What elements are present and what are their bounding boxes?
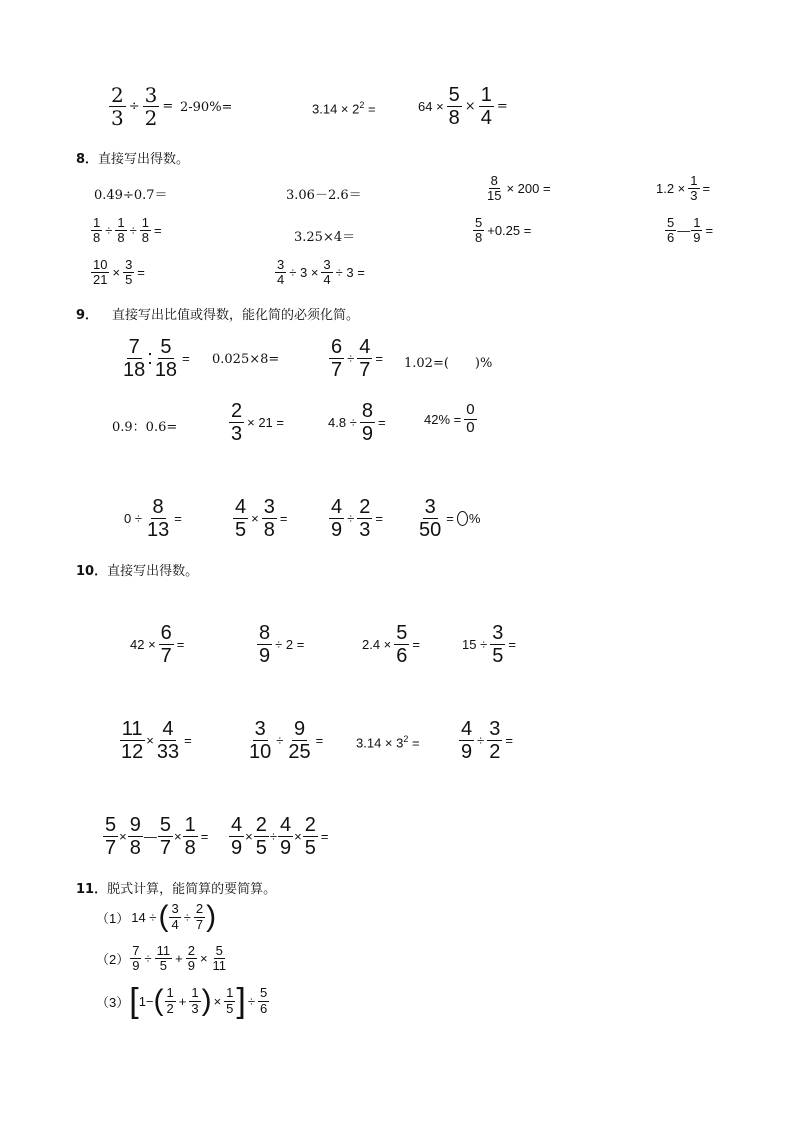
q8-r2-c2: 3.25×4＝: [294, 230, 356, 245]
fraction: $\frac{9}{25}$: [288, 718, 311, 763]
fraction: $\frac{3}{5}$: [125, 257, 133, 288]
q9-r3-c3: $\frac{4}{9}$ ÷ $\frac{2}{3}$ =: [331, 496, 383, 541]
fraction: $\frac{2}{9}$: [187, 943, 195, 974]
fraction: $\frac{3}{5}$: [492, 622, 504, 667]
fraction: $\frac{5}{7}$: [105, 814, 117, 859]
fraction: $\frac{4}{9}$: [461, 718, 473, 763]
q10-r3-c1: $\frac{5}{7}$ × $\frac{9}{8}$ — $\frac{5}{7}$ × $\frac{1}{8}$ =: [105, 814, 209, 859]
fraction: $\frac{2}{7}$: [195, 901, 204, 932]
q9-heading: 9． 直接写出比值或得数，能化简的必须化简。: [76, 308, 360, 323]
fraction: $\frac{3}{2}$: [144, 83, 158, 130]
q9-r2-c4: 42% = $\frac{0}{0}$: [424, 401, 475, 436]
q8-r1-c1: 0.49÷0.7＝: [94, 188, 168, 203]
problem-label: （1）: [96, 910, 130, 926]
q9-r2-c2: $\frac{2}{3}$ × 21 =: [231, 400, 284, 445]
fraction: $\frac{11}{12}$: [121, 718, 144, 763]
q11-problem-3: （3） [ 1− ( $\frac{1}{2}$ + $\frac{1}{3}$ ) × $\frac{1}{5}$ ] ÷ $\frac{5}{6}$: [96, 982, 268, 1020]
fraction: $\frac{1}{8}$: [141, 215, 149, 246]
q9-r3-c2: $\frac{4}{5}$ × $\frac{3}{8}$ =: [235, 496, 288, 541]
fraction: $\frac{1}{4}$: [480, 84, 492, 129]
q10-r1-c2: $\frac{8}{9}$ ÷ 2 =: [259, 622, 305, 667]
q8-r3-c1: $\frac{10}{21}$ × $\frac{3}{5}$ =: [93, 257, 145, 288]
fraction: $\frac{3}{4}$: [171, 901, 179, 932]
fraction: $\frac{4}{7}$: [359, 336, 371, 381]
fraction: $\frac{5}{11}$: [212, 943, 227, 974]
problem-label: （2）: [96, 952, 130, 968]
fraction: $\frac{1}{8}$: [93, 215, 101, 246]
top-expr-4: 64 × $\frac{5}{8}$ × $\frac{1}{4}$ =: [418, 84, 508, 129]
fraction: $\frac{8}{9}$: [361, 400, 373, 445]
fraction: $\frac{1}{2}$: [166, 985, 174, 1016]
top-expr-1: $\frac{2}{3}$ ÷ $\frac{3}{2}$ =: [111, 83, 174, 130]
q9-r2-c1: 0.9：0.6=: [112, 420, 178, 435]
fraction: $\frac{5}{8}$: [448, 84, 460, 129]
fraction: $\frac{2}{3}$: [231, 400, 243, 445]
fraction: $\frac{10}{21}$: [93, 257, 108, 288]
q9-r1-c3: $\frac{6}{7}$ ÷ $\frac{4}{7}$ =: [331, 336, 383, 381]
fraction: $\frac{3}{50}$: [419, 496, 442, 541]
q8-r1-c2: 3.06－2.6＝: [286, 188, 362, 203]
q11-problem-1: （1） 14 ÷ ( $\frac{3}{4}$ ÷ $\frac{2}{7}$ ): [96, 900, 217, 933]
fraction: $\frac{1}{5}$: [226, 985, 234, 1016]
fraction: $\frac{8}{9}$: [259, 622, 271, 667]
top-expr-3: $3.14 \times 2^2$ =: [312, 100, 376, 117]
fraction: $\frac{7}{18}$: [123, 336, 146, 381]
q8-r1-c3: $\frac{8}{15}$ × 200 =: [487, 173, 551, 204]
fraction: $\frac{4}{9}$: [231, 814, 243, 859]
q10-r2-c2: $\frac{3}{10}$ ÷ $\frac{9}{25}$ =: [249, 718, 324, 763]
fraction: $\frac{6}{7}$: [331, 336, 343, 381]
q11-heading: 11．脱式计算，能简算的要简算。: [76, 882, 277, 897]
fraction: $\frac{2}{5}$: [304, 814, 316, 859]
q10-r2-c4: $\frac{4}{9}$ ÷ $\frac{3}{2}$ =: [461, 718, 513, 763]
fraction: $\frac{4}{9}$: [331, 496, 343, 541]
fraction: $\frac{5}{18}$: [154, 336, 178, 381]
q8-r3-c2: $\frac{3}{4}$ ÷ 3 × $\frac{3}{4}$ ÷ 3 =: [277, 257, 365, 288]
fraction: $\frac{9}{8}$: [129, 814, 141, 859]
q11-problem-2: （2） $\frac{7}{9}$ ÷ $\frac{11}{5}$ + $\frac{2}{9}$ × $\frac{5}{11}$: [96, 943, 227, 974]
fraction: $\frac{3}{4}$: [323, 257, 331, 288]
fraction: $\frac{5}{6}$: [260, 985, 268, 1016]
blank-circle[interactable]: [457, 511, 468, 526]
q9-r2-c3: 4.8 ÷ $\frac{8}{9}$ =: [328, 400, 386, 445]
q9-r3-c1: 0 ÷ $\frac{8}{13}$ =: [124, 496, 182, 541]
q10-r2-c1: $\frac{11}{12}$ × $\frac{4}{33}$ =: [121, 718, 192, 763]
top-expr-2: 2-90%=: [180, 100, 233, 115]
fraction: $\frac{4}{9}$: [279, 814, 292, 859]
fraction: $\frac{8}{15}$: [487, 173, 502, 204]
fraction: $\frac{0}{0}$: [466, 401, 475, 436]
fraction: $\frac{3}{2}$: [489, 718, 501, 763]
fraction: $\frac{1}{3}$: [690, 173, 698, 204]
fraction: $\frac{1}{8}$: [117, 215, 125, 246]
q9-r3-c4: $\frac{3}{50}$ = %: [419, 496, 481, 541]
fraction: $\frac{3}{4}$: [277, 257, 285, 288]
fraction: $\frac{2}{3}$: [359, 496, 371, 541]
q10-r1-c3: 2.4 × $\frac{5}{6}$ =: [362, 622, 420, 667]
fraction: $\frac{1}{9}$: [693, 215, 701, 246]
fraction: $\frac{5}{6}$: [667, 215, 675, 246]
q8-r2-c1: $\frac{1}{8}$ ÷ $\frac{1}{8}$ ÷ $\frac{1}{8}$ =: [93, 215, 162, 246]
q10-r3-c2: $\frac{4}{9}$ × $\frac{2}{5}$ ÷ $\frac{4}{9}$ × $\frac{2}{5}$ =: [231, 814, 329, 859]
q9-r1-c4: 1.02=( )%: [404, 356, 493, 371]
fraction: $\frac{7}{9}$: [132, 943, 140, 974]
fraction: $\frac{8}{13}$: [146, 496, 170, 541]
fraction: $\frac{3}{10}$: [249, 718, 272, 763]
fraction: $\frac{5}{6}$: [396, 622, 408, 667]
q10-r1-c1: 42 × $\frac{6}{7}$ =: [130, 622, 185, 667]
q10-r1-c4: 15 ÷ $\frac{3}{5}$ =: [462, 622, 516, 667]
q9-r1-c2: 0.025×8=: [212, 352, 280, 367]
fraction: $\frac{5}{7}$: [159, 814, 171, 859]
q8-r1-c4: 1.2 × $\frac{1}{3}$ =: [656, 173, 711, 204]
q9-r1-c1: $\frac{7}{18}$ : $\frac{5}{18}$ =: [123, 336, 190, 381]
fraction: $\frac{4}{33}$: [156, 718, 180, 763]
fraction: $\frac{11}{5}$: [156, 943, 171, 974]
q8-r2-c3: $\frac{5}{8}$ +0.25 =: [475, 215, 532, 246]
fraction: $\frac{1}{3}$: [191, 985, 199, 1016]
q10-r2-c3: $3.14 \times 3^2$ =: [356, 734, 420, 751]
q8-heading: 8．直接写出得数。: [76, 152, 190, 167]
fraction: $\frac{4}{5}$: [235, 496, 247, 541]
fraction: $\frac{2}{3}$: [111, 83, 124, 130]
fraction: $\frac{3}{8}$: [263, 496, 275, 541]
fraction: $\frac{1}{8}$: [184, 814, 196, 859]
q10-heading: 10．直接写出得数。: [76, 564, 199, 579]
fraction: $\frac{2}{5}$: [255, 814, 267, 859]
problem-label: （3）: [96, 994, 130, 1010]
fraction: $\frac{5}{8}$: [475, 215, 483, 246]
q8-r2-c4: $\frac{5}{6}$ — $\frac{1}{9}$ =: [667, 215, 714, 246]
fraction: $\frac{6}{7}$: [160, 622, 172, 667]
